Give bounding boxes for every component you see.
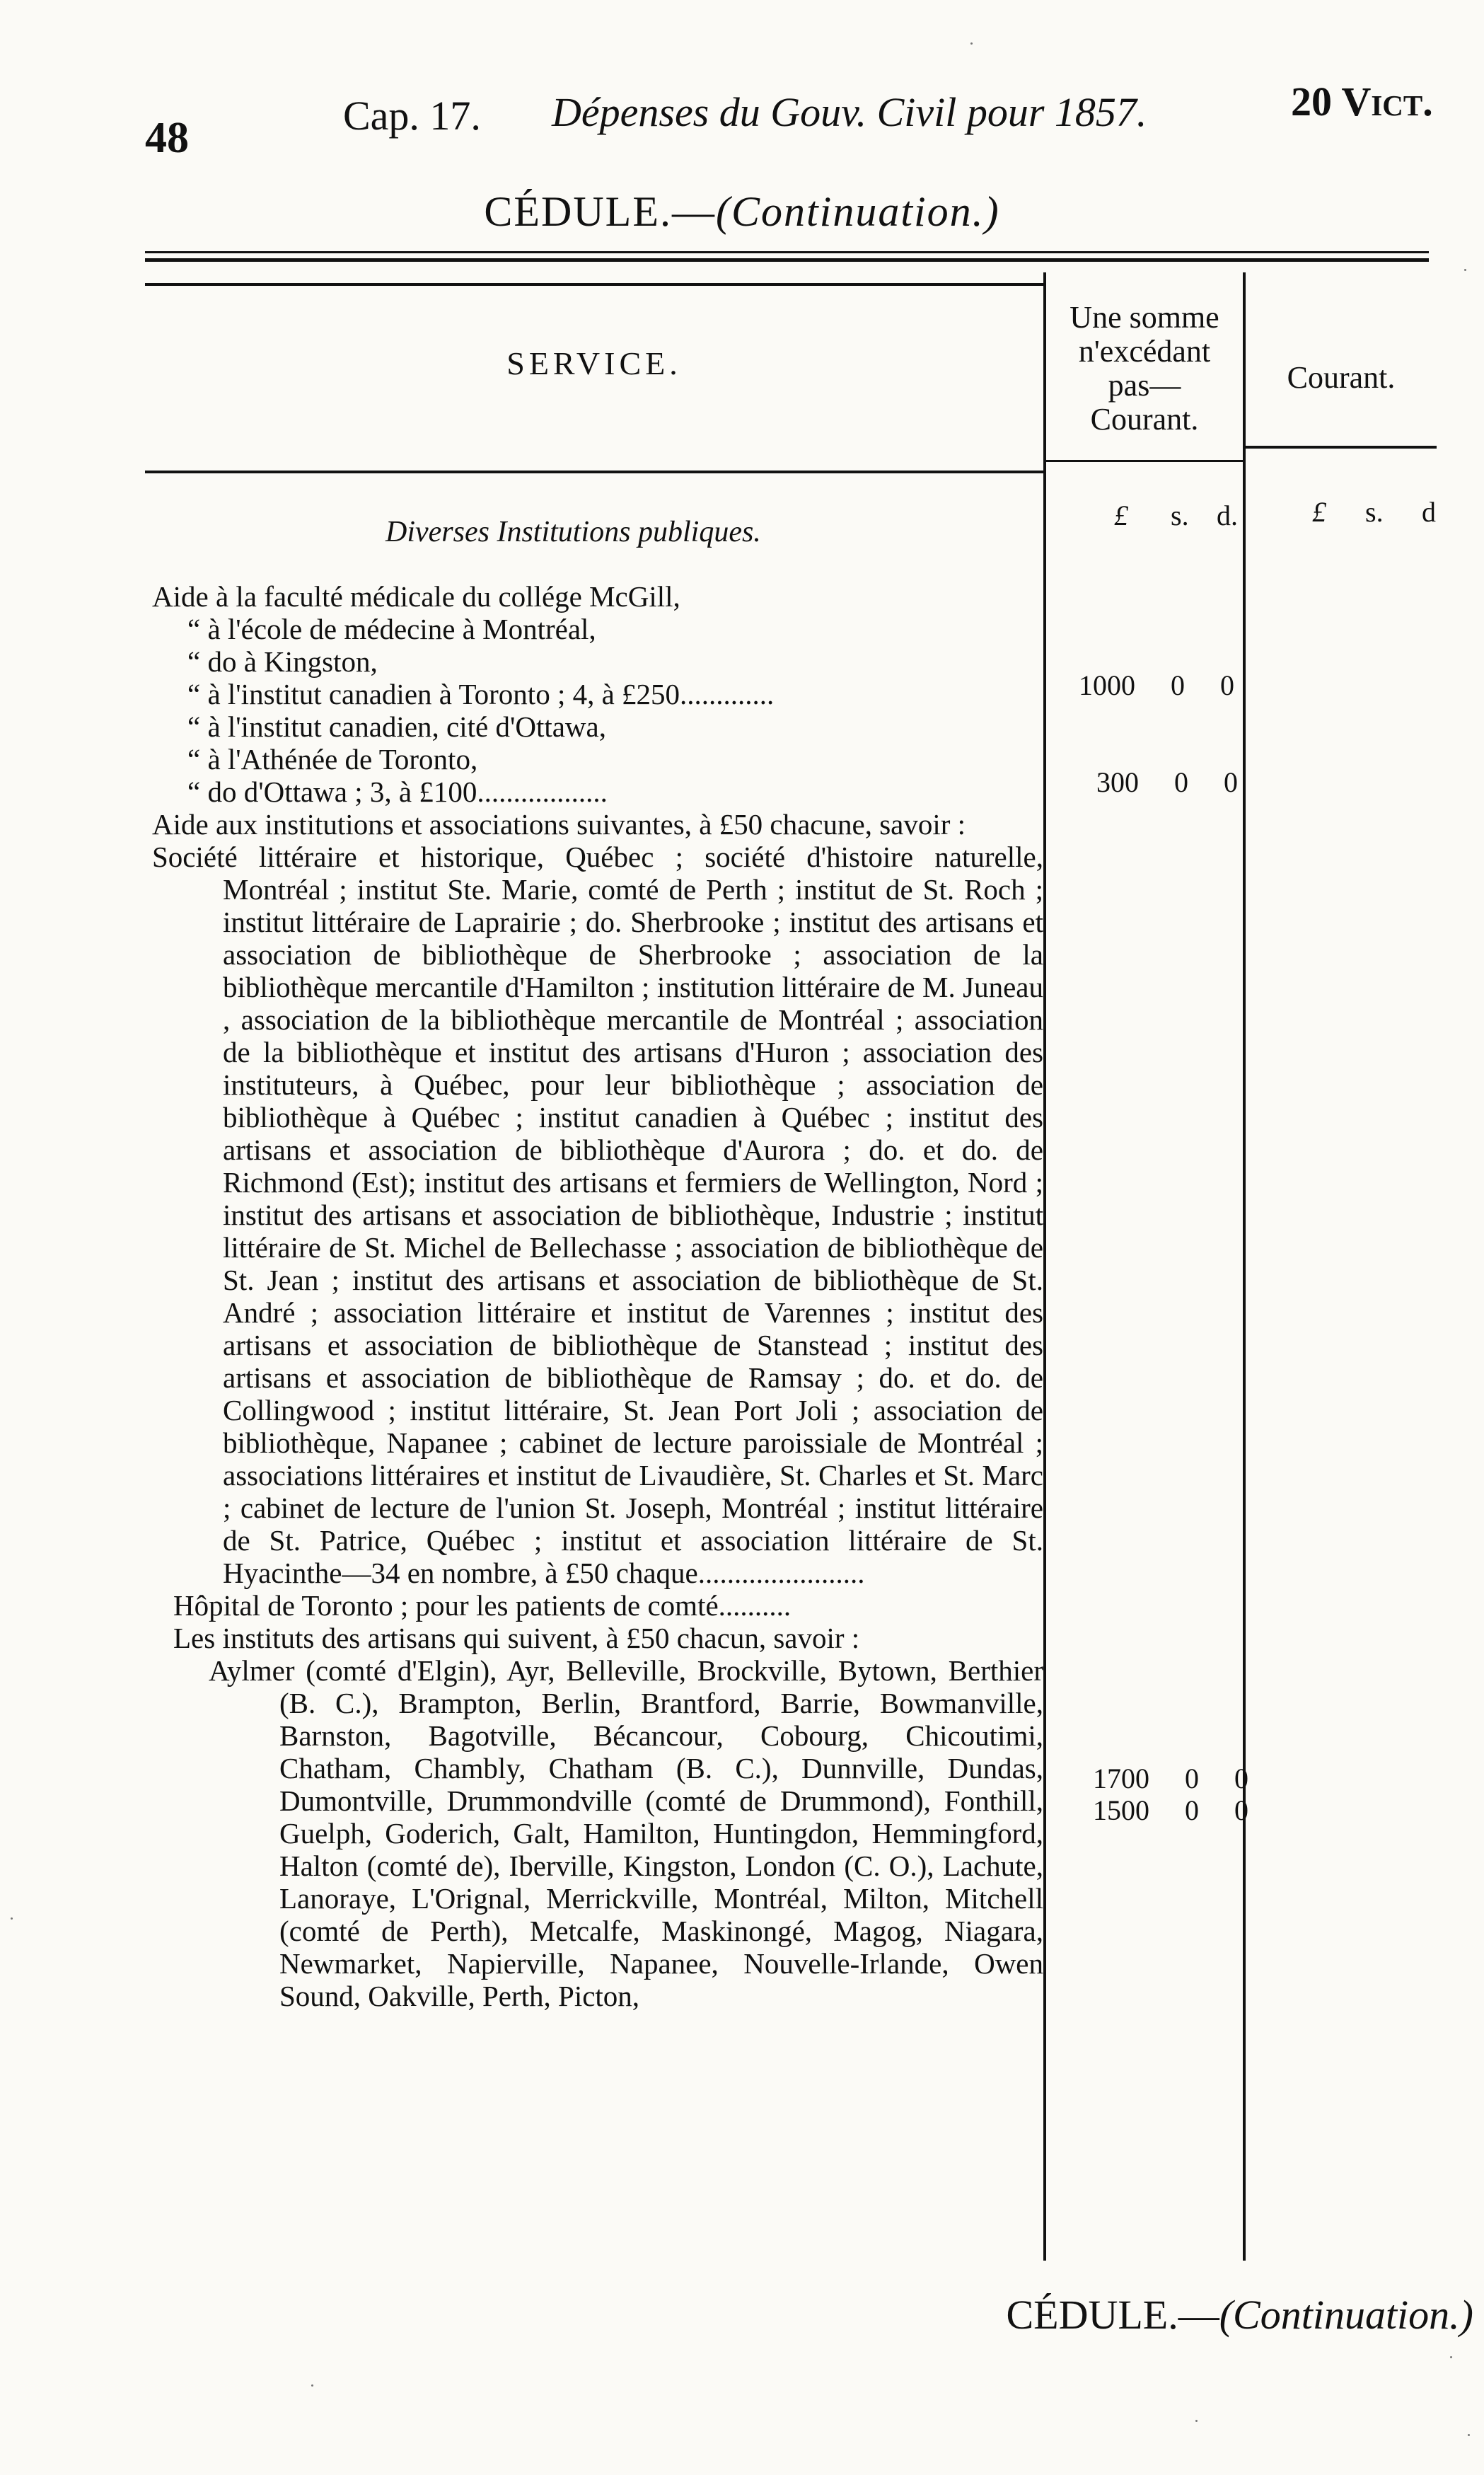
current-column-header: Courant. [1287, 360, 1396, 395]
page-number: 48 [145, 114, 189, 162]
regnal-year: 20 Vict. [1291, 79, 1433, 125]
amount-row [1079, 669, 1234, 702]
amount-pence: 0 [1234, 1794, 1248, 1826]
footer-catchword-main: CÉDULE.— [1006, 2292, 1219, 2338]
amount-row [1093, 1762, 1248, 1795]
top-rule-thick [145, 258, 1429, 262]
scan-speck [1468, 2434, 1470, 2436]
scan-speck [1450, 2356, 1452, 2358]
entry-athenee-ottawa: “ do d'Ottawa ; 3, à £100.................. [187, 775, 608, 808]
amount-row [1096, 766, 1238, 799]
amount-pence: 0 [1234, 1762, 1248, 1794]
schedule-title-main: CÉDULE.— [484, 188, 716, 235]
scan-speck [311, 2384, 313, 2387]
unit-shilling: s. [1171, 500, 1189, 531]
entry-institut-ottawa: “ à l'institut canadien, cité d'Ottawa, [187, 710, 606, 743]
entry-kingston: “ do à Kingston, [187, 645, 378, 678]
amount-pence: 0 [1220, 669, 1234, 701]
unit-pence-2: d [1422, 496, 1436, 528]
max-sum-line-1: Une somme [1069, 300, 1219, 335]
header-bottom-rule [145, 471, 1043, 473]
unit-pence: d. [1217, 500, 1238, 531]
schedule-title-continuation: (Continuation.) [715, 188, 1000, 235]
entry-mcgill: Aide à la faculté médicale du collége McGill, [152, 580, 680, 613]
entry-instituts-artisans: Les instituts des artisans qui suivent, à £50 chacun, savoir : [173, 1622, 860, 1654]
unit-pound: £ [1114, 500, 1128, 531]
entry-artisans-list: Aylmer (comté d'Elgin), Ayr, Belleville, Brockville, Bytown, Berthier (B. C.), Brampton, Berlin, Brantford, Barrie, Bowmanville, Barnston, Bagotville, Bécancour, Cobourg, Chicoutimi, Chatham, Chambly, Chatham (B. C.), Dunnville, Dundas, Dumontville, Drummondville (comté de Drummond), Fonthill, Guelph, Goderich, Galt, Hamilton, Huntingdon, Hemmingford, Halton (comté de), Iberville, Kingston, London (C. O.), Lachute, Lanoraye, L'Orignal, Merrickville, Montréal, Milton, Mitchell (comté de Perth), Metcalfe, Maskinongé, Magog, Niagara, Newmarket, Napierville, Napanee, Nouvelle-Irlande, Owen Sound, Oakville, Perth, Picton, [209, 1654, 1043, 2012]
amount-pounds: 1700 [1093, 1762, 1149, 1794]
amount-shillings: 0 [1174, 766, 1188, 798]
amount-pounds: 300 [1096, 766, 1139, 798]
chapter-ref: Cap. 17. [343, 93, 481, 139]
scan-speck [1464, 269, 1466, 271]
max-sum-line-3: pas— [1108, 368, 1181, 403]
schedule-title [0, 188, 1484, 236]
amount-shillings: 0 [1171, 669, 1185, 701]
header-top-rule [145, 283, 1043, 286]
amount-shillings: 0 [1185, 1762, 1199, 1794]
max-sum-column-header [1046, 301, 1243, 437]
amount-pounds: 1000 [1079, 669, 1135, 701]
amount-row [1093, 1794, 1248, 1827]
entry-aide-institutions: Aide aux institutions et associations suivantes, à £50 chacune, savoir : [152, 808, 966, 841]
amount-pence: 0 [1224, 766, 1238, 798]
header-bottom-rule-col3 [1246, 446, 1437, 449]
entry-athenee-toronto: “ à l'Athénée de Toronto, [187, 743, 478, 775]
entry-societes-list: Société littéraire et historique, Québec ; société d'histoire naturelle, Montréal ; institut Ste. Marie, comté de Perth ; institut de St. Roch ; institut littéraire de Laprairie ; do. Sherbrooke ; institut des artisans et association de bibliothèque de Sherbrooke ; association de la bibliothèque mercantile d'Hamilton ; institution littéraire de M. Juneau , association de la bibliothèque mercantile de Montréal ; association de la bibliothèque et institut des artisans d'Huron ; association des instituteurs, à Québec, pour leur bibliothèque ; association de bibliothèque à Québec ; institut canadien à Québec ; institut des artisans et association de bibliothèque d'Aurora ; do. et do. de Richmond (Est); institut des artisans et fermiers de Wellington, Nord ; institut des artisans et association de bibliothèque, Industrie ; institut littéraire de St. Michel de Bellechasse ; association de bibliothèque de St. Jean ; institut des artisans et association de bibliothèque de St. André ; association littéraire et institut de Varennes ; institut des artisans et association de bibliothèque de Stanstead ; institut des artisans et association de bibliothèque de Ramsay ; do. et do. de Collingwood ; institut littéraire, St. Jean Port Joli ; association de bibliothèque, Napanee ; cabinet de lecture paroissiale de Montréal ; associations littéraires et institut de Livaudière, St. Charles et St. Marc ; cabinet de lecture de l'union St. Joseph, Montréal ; institut littéraire de St. Patrice, Québec ; institut et association littéraire de St. Hyacinthe—34 en nombre, à £50 chaque....................... [152, 841, 1043, 1589]
scan-speck [1195, 2420, 1198, 2422]
entry-hopital-toronto: Hôpital de Toronto ; pour les patients de comté.......... [173, 1589, 792, 1622]
entry-ecole-medecine: “ à l'école de médecine à Montréal, [187, 613, 596, 645]
entry-institut-toronto: “ à l'institut canadien à Toronto ; 4, à £250............. [187, 678, 775, 710]
header-bottom-rule-col2 [1046, 460, 1243, 462]
schedule-body [152, 580, 1043, 2012]
top-rule [145, 251, 1429, 253]
scan-speck [970, 42, 973, 45]
amount-shillings: 0 [1185, 1794, 1199, 1826]
scan-speck [11, 1917, 13, 1920]
service-column-header: SERVICE. [506, 345, 682, 381]
column-divider-2 [1243, 272, 1246, 2261]
footer-catchword [1006, 2291, 1473, 2338]
running-title: Dépenses du Gouv. Civil pour 1857. [552, 89, 1147, 135]
max-sum-line-2: n'excédant [1078, 334, 1211, 369]
unit-pound-2: £ [1312, 496, 1326, 528]
footer-catchword-continuation: (Continuation.) [1219, 2292, 1473, 2338]
max-sum-line-4: Courant. [1090, 402, 1199, 437]
amount-pounds: 1500 [1093, 1794, 1149, 1826]
section-heading: Diverses Institutions publiques. [386, 516, 761, 548]
column-divider-1 [1043, 272, 1046, 2261]
unit-shilling-2: s. [1365, 496, 1384, 528]
